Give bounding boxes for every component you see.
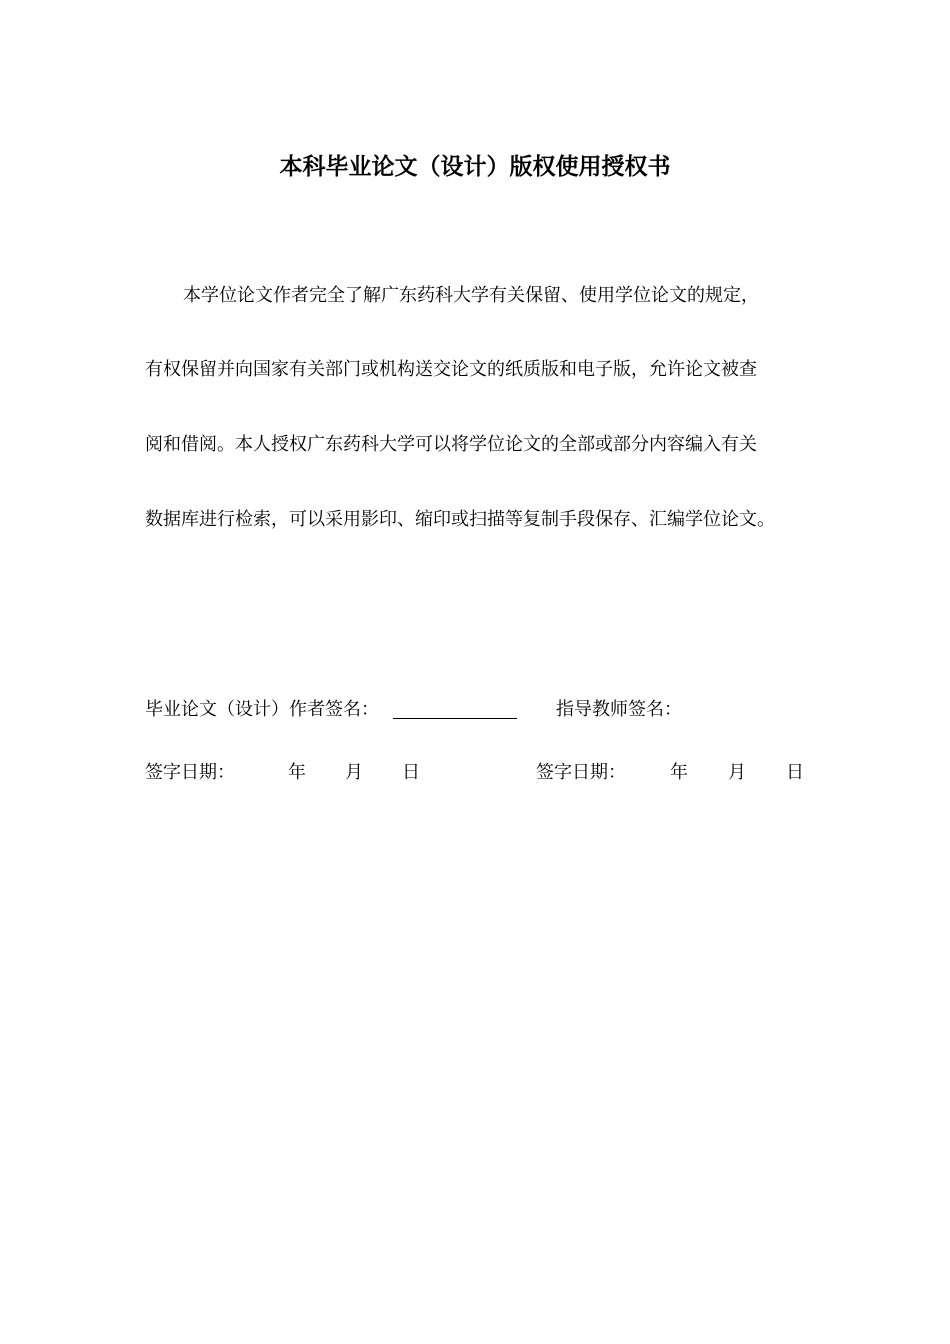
author-date-day: 日 bbox=[402, 762, 420, 783]
advisor-signature-label: 指导教师签名： bbox=[556, 699, 682, 720]
advisor-date-month: 月 bbox=[728, 762, 746, 783]
author-date-label: 签字日期： bbox=[145, 762, 235, 783]
author-signature-label: 毕业论文（设计）作者签名： bbox=[145, 699, 379, 720]
advisor-date-year: 年 bbox=[670, 762, 688, 783]
paragraph-line-3: 阅和借阅。本人授权广东药科大学可以将学位论文的全部或部分内容编入有关 bbox=[145, 434, 757, 455]
author-signature-line[interactable] bbox=[393, 718, 517, 719]
document-title: 本科毕业论文（设计）版权使用授权书 bbox=[279, 154, 671, 180]
paragraph-line-4: 数据库进行检索，可以采用影印、缩印或扫描等复制手段保存、汇编学位论文。 bbox=[145, 509, 775, 530]
advisor-date-label: 签字日期： bbox=[536, 762, 626, 783]
author-date-month: 月 bbox=[345, 762, 363, 783]
paragraph-line-2: 有权保留并向国家有关部门或机构送交论文的纸质版和电子版，允许论文被查 bbox=[145, 359, 757, 380]
author-date-year: 年 bbox=[288, 762, 306, 783]
advisor-date-day: 日 bbox=[786, 762, 804, 783]
paragraph-line-1: 本学位论文作者完全了解广东药科大学有关保留、使用学位论文的规定， bbox=[183, 285, 759, 306]
